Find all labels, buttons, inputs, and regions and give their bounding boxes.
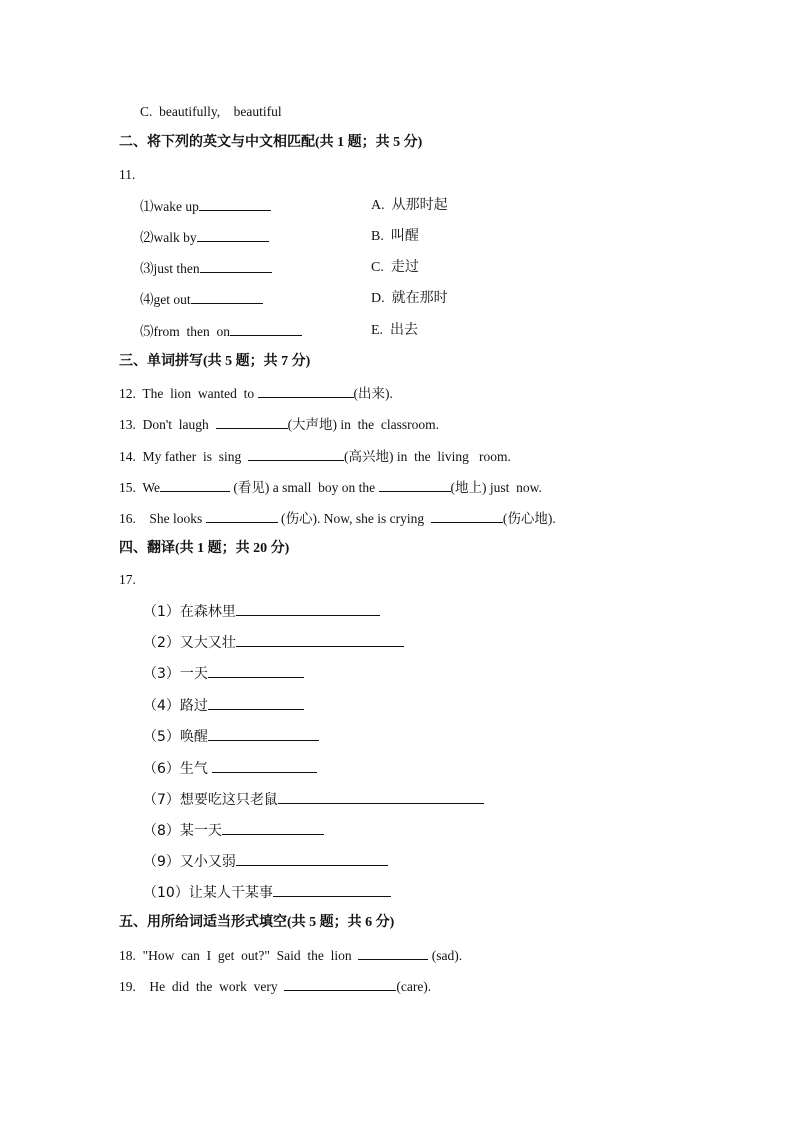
match-option-b: B. 叫醒 — [371, 229, 419, 244]
question-16: 16. She looks (伤心). Now, she is crying (伤心地). — [119, 511, 556, 526]
answer-blank[interactable] — [431, 509, 503, 523]
answer-blank[interactable] — [258, 384, 354, 398]
match-option-c: C. 走过 — [371, 260, 419, 275]
answer-blank[interactable] — [216, 415, 288, 429]
section-heading-translation: 四、翻译(共 1 题；共 20 分) — [119, 541, 290, 556]
section-heading-fill-in: 五、用所给词适当形式填空(共 5 题；共 6 分) — [119, 915, 395, 930]
answer-blank[interactable] — [379, 478, 451, 492]
translation-item-5: （5）唤醒 — [143, 727, 319, 746]
match-option-d: D. 就在那时 — [371, 291, 448, 306]
question-number-17: 17. — [119, 572, 136, 587]
translation-item-7: （7）想要吃这只老鼠 — [143, 790, 484, 809]
answer-blank[interactable] — [208, 696, 304, 710]
answer-blank[interactable] — [191, 290, 263, 304]
translation-item-3: （3）一天 — [143, 664, 304, 683]
question-15: 15. We (看见) a small boy on the (地上) just now. — [119, 480, 542, 495]
match-item-4: ⑷get out — [140, 290, 263, 309]
answer-blank[interactable] — [208, 664, 304, 678]
match-option-a: A. 从那时起 — [371, 198, 448, 213]
match-item-5: ⑸from then on — [140, 322, 302, 341]
question-12: 12. The lion wanted to (出来). — [119, 386, 393, 401]
section-heading-spelling: 三、单词拼写(共 5 题；共 7 分) — [119, 354, 311, 369]
answer-blank[interactable] — [199, 197, 271, 211]
translation-item-4: （4）路过 — [143, 696, 304, 715]
question-19: 19. He did the work very (care). — [119, 979, 432, 994]
answer-blank[interactable] — [236, 633, 404, 647]
answer-blank[interactable] — [284, 977, 396, 991]
option-c: C. beautifully, beautiful — [140, 104, 282, 119]
answer-blank[interactable] — [208, 727, 319, 741]
answer-blank[interactable] — [236, 602, 380, 616]
match-item-1: ⑴wake up — [140, 197, 271, 216]
answer-blank[interactable] — [248, 447, 344, 461]
answer-blank[interactable] — [222, 821, 324, 835]
match-option-e: E. 出去 — [371, 323, 419, 338]
answer-blank[interactable] — [200, 259, 272, 273]
section-heading-matching: 二、将下列的英文与中文相匹配(共 1 题；共 5 分) — [119, 135, 423, 150]
translation-item-10: （10）让某人干某事 — [143, 883, 391, 902]
translation-item-2: （2）又大又壮 — [143, 633, 404, 652]
answer-blank[interactable] — [230, 322, 302, 336]
question-14: 14. My father is sing (高兴地) in the living room. — [119, 449, 511, 464]
question-18: 18. "How can I get out?" Said the lion (sad). — [119, 948, 463, 963]
translation-item-6: （6）生气 — [143, 759, 317, 778]
match-item-2: ⑵walk by — [140, 228, 269, 247]
answer-blank[interactable] — [358, 946, 428, 960]
answer-blank[interactable] — [236, 852, 388, 866]
answer-blank[interactable] — [273, 883, 391, 897]
answer-blank[interactable] — [197, 228, 269, 242]
answer-blank[interactable] — [212, 759, 317, 773]
translation-item-1: （1）在森林里 — [143, 602, 380, 621]
match-item-3: ⑶just then — [140, 259, 272, 278]
question-13: 13. Don't laugh (大声地) in the classroom. — [119, 417, 440, 432]
translation-item-9: （9）又小又弱 — [143, 852, 388, 871]
question-number-11: 11. — [119, 167, 136, 182]
answer-blank[interactable] — [160, 478, 230, 492]
answer-blank[interactable] — [206, 509, 278, 523]
translation-item-8: （8）某一天 — [143, 821, 324, 840]
answer-blank[interactable] — [278, 790, 484, 804]
